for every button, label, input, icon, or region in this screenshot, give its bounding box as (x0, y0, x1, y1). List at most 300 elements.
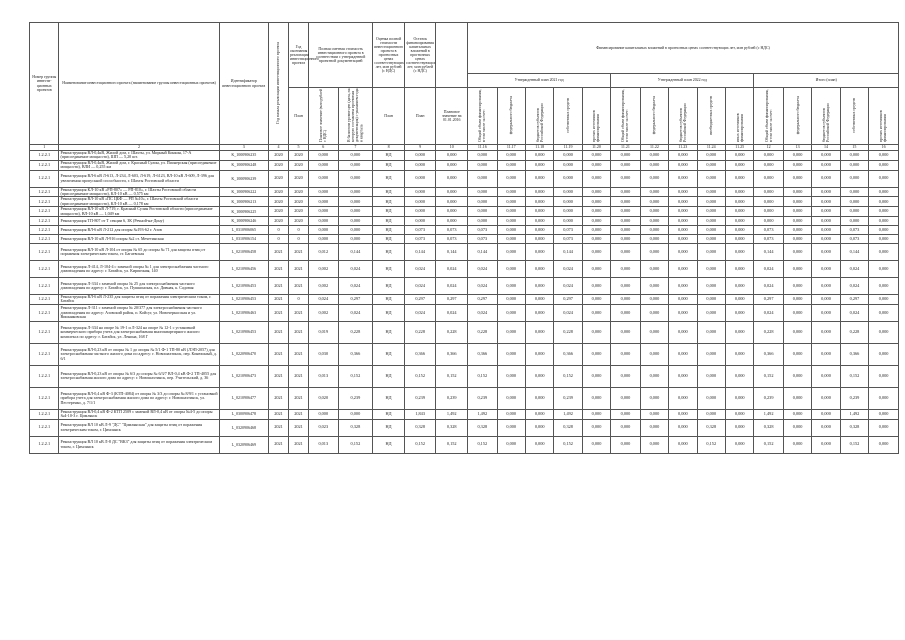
cell-b3: 0,000 (669, 235, 697, 244)
cell-b1: 0,000 (611, 207, 640, 217)
cell-a2: 0,000 (497, 207, 525, 217)
cell-t2: 0,000 (783, 217, 811, 226)
table-row (30, 419, 899, 436)
column-number: 11.22 (640, 145, 668, 151)
column-number: 11.19 (554, 145, 582, 151)
cell-b1: 0,000 (611, 304, 640, 321)
cell-v9: 0,000 (404, 197, 436, 207)
cell-y2: 2021 (289, 409, 309, 419)
cell-b2: 0,000 (640, 409, 668, 419)
cell-a5: 0,000 (582, 160, 610, 170)
cell-v10: 0,024 (436, 261, 468, 278)
table-row (30, 321, 899, 343)
cell-v6: 0,000 (309, 235, 338, 244)
cell-name: Реконструкция ВЛ-0,4 кВ Ф-2 КТП 2509 с заменой ВЛ-0,4 кВ от опоры №4-5 до опоры №4-10-3 г. Цимлянск (59, 409, 219, 419)
cell-v7: 0,239 (338, 387, 373, 409)
cell-v10: 0,073 (436, 235, 468, 244)
cell-y2: 2021 (289, 436, 309, 453)
cell-b4: 0,000 (697, 295, 725, 305)
column-number: 11.21 (611, 145, 640, 151)
cell-v9: 0,000 (404, 217, 436, 226)
cell-u: НД (373, 187, 405, 197)
cell-t3: 0,000 (812, 321, 840, 343)
cell-v9: 0,000 (404, 151, 436, 161)
cell-y2: 2020 (289, 160, 309, 170)
header-total-own: собственных средств (840, 88, 868, 145)
cell-y1: 2021 (269, 343, 289, 365)
cell-v7: 0,000 (338, 160, 373, 170)
cell-id: L_0220906470 (219, 343, 268, 365)
cell-v6: 0,030 (309, 343, 338, 365)
cell-a3: 0,000 (525, 151, 553, 161)
header-2022-rest: иных источников финансирования (725, 88, 753, 145)
cell-v6: 0,000 (309, 217, 338, 226)
cell-t5: 0,000 (869, 387, 899, 409)
cell-y1: 2021 (269, 278, 289, 295)
cell-num: 1.2.2.1 (30, 226, 59, 235)
cell-num: 1.2.2.1 (30, 278, 59, 295)
cell-t5: 0,000 (869, 207, 899, 217)
header-2021-own: собственных средств (554, 88, 582, 145)
cell-t1: 0,000 (754, 151, 783, 161)
cell-a1: 0,000 (468, 187, 497, 197)
cell-t4: 0,000 (840, 197, 868, 207)
cell-a2: 0,000 (497, 304, 525, 321)
cell-v10: 0,000 (436, 187, 468, 197)
cell-a5: 0,000 (582, 151, 610, 161)
cell-t2: 0,000 (783, 226, 811, 235)
cell-num: 1.2.2.1 (30, 244, 59, 261)
cell-t5: 0,000 (869, 235, 899, 244)
table-row (30, 436, 899, 453)
cell-a4: 0,024 (554, 261, 582, 278)
cell-y2: 2020 (289, 207, 309, 217)
cell-y2: 0 (289, 295, 309, 305)
cell-b1: 0,000 (611, 365, 640, 387)
cell-name: Реконструкция Л-311 с заменой опоры № 20/377 для электроснабжения частного домовладения по адресу: Азовский район, п. Койсуг, ул. Новочеркасская и ул. Вишняковская (59, 304, 219, 321)
cell-v6: 0,000 (309, 409, 338, 419)
cell-b4: 0,000 (697, 261, 725, 278)
cell-a5: 0,000 (582, 409, 610, 419)
cell-u: НД (373, 160, 405, 170)
cell-a4: 0,000 (554, 170, 582, 187)
cell-num: 1.2.2.1 (30, 160, 59, 170)
cell-b4: 0,328 (697, 419, 725, 436)
cell-a2: 0,000 (497, 217, 525, 226)
cell-num: 1.2.2.1 (30, 365, 59, 387)
cell-t5: 0,000 (869, 226, 899, 235)
cell-id: K_1000906225 (219, 207, 268, 217)
header-base-level: В базисном уровне цен (дата, на которую составлена проектная документация) с указанием года и квартала (338, 88, 373, 145)
cell-b2: 0,000 (640, 151, 668, 161)
cell-y1: 2020 (269, 217, 289, 226)
cell-b5: 0,000 (725, 170, 753, 187)
cell-v7: 0,000 (338, 151, 373, 161)
cell-id: L_0320906468 (219, 419, 268, 436)
column-number: 8 (373, 145, 405, 151)
cell-a2: 0,000 (497, 244, 525, 261)
cell-y1: 2021 (269, 321, 289, 343)
cell-t3: 0,000 (812, 278, 840, 295)
cell-b2: 0,000 (640, 160, 668, 170)
cell-t3: 0,000 (812, 365, 840, 387)
cell-y1: 2021 (269, 365, 289, 387)
cell-b2: 0,000 (640, 419, 668, 436)
header-plan-c8: План (373, 88, 405, 145)
cell-v7: 0,000 (338, 235, 373, 244)
cell-b4: 0,000 (697, 235, 725, 244)
cell-t5: 0,000 (869, 261, 899, 278)
cell-a1: 1,492 (468, 409, 497, 419)
cell-a2: 0,000 (497, 295, 525, 305)
cell-t1: 0,024 (754, 304, 783, 321)
cell-v9: 0,152 (404, 436, 436, 453)
cell-b1: 0,000 (611, 436, 640, 453)
cell-t4: 0,024 (840, 278, 868, 295)
cell-b5: 0,000 (725, 436, 753, 453)
column-number: 7 (338, 145, 373, 151)
cell-v10: 0,328 (436, 419, 468, 436)
cell-t3: 0,000 (812, 197, 840, 207)
column-number: 12 (754, 145, 783, 151)
header-end-year: Год окончания реализации инвестиционного проекта (289, 23, 309, 88)
cell-t5: 0,000 (869, 278, 899, 295)
cell-a2: 0,000 (497, 321, 525, 343)
table-header (30, 23, 899, 151)
cell-v10: 0,000 (436, 160, 468, 170)
cell-t2: 0,000 (783, 436, 811, 453)
cell-v9: 0,144 (404, 244, 436, 261)
cell-b4: 0,000 (697, 343, 725, 365)
cell-t5: 0,000 (869, 409, 899, 419)
cell-t3: 0,000 (812, 170, 840, 187)
cell-a4: 0,366 (554, 343, 582, 365)
header-plan-value: Плановое значение (млн рублей с НДС) (309, 88, 338, 145)
cell-name: Реконструкция ВЛ 10 кВ Л-9 "ДС" "Цимлянская" для защиты птиц от поражения электрическим током, г. Цимлянск (59, 419, 219, 436)
cell-t5: 0,000 (869, 436, 899, 453)
header-plan-2021: Утвержденный план 2021 год (468, 74, 611, 88)
column-number: 5 (289, 145, 309, 151)
cell-t4: 0,000 (840, 207, 868, 217)
cell-id: L_0210906456 (219, 261, 268, 278)
cell-a3: 0,000 (525, 409, 553, 419)
investment-projects-table (29, 22, 899, 454)
cell-u: НД (373, 197, 405, 207)
cell-a1: 0,024 (468, 278, 497, 295)
cell-a3: 0,000 (525, 197, 553, 207)
cell-b4: 0,000 (697, 197, 725, 207)
cell-u: НД (373, 365, 405, 387)
cell-t4: 0,239 (840, 387, 868, 409)
cell-u: НД (373, 387, 405, 409)
header-full-cost: Полная сметная стоимость инвестиционного проекта в соответствии с утвержденной проектной документацией (309, 23, 373, 88)
cell-t5: 0,000 (869, 217, 899, 226)
cell-t2: 0,000 (783, 295, 811, 305)
cell-a5: 0,000 (582, 365, 610, 387)
cell-v10: 0,152 (436, 436, 468, 453)
cell-a3: 0,000 (525, 321, 553, 343)
cell-num: 1.2.2.1 (30, 207, 59, 217)
table-row (30, 235, 899, 244)
cell-name: Реконструкция Л-334 с заменой опоры № 25 для электроснабжения частного домовладения по адресу: г. Батайск, ул. Пушкинская, пл. Дивная, к. Садовая (59, 278, 219, 295)
cell-u: НД (373, 151, 405, 161)
cell-y2: 2021 (289, 365, 309, 387)
cell-t2: 0,000 (783, 387, 811, 409)
cell-a3: 0,000 (525, 207, 553, 217)
cell-t3: 0,000 (812, 295, 840, 305)
cell-v10: 0,000 (436, 217, 468, 226)
cell-t3: 0,000 (812, 226, 840, 235)
cell-id: L_0210906453 (219, 295, 268, 305)
column-number: 11.24 (697, 145, 725, 151)
cell-a2: 0,000 (497, 226, 525, 235)
header-total-total: Общий объем финансирования, в том числе за счет: (754, 88, 783, 145)
cell-id: L_0210906453 (219, 321, 268, 343)
cell-t1: 0,000 (754, 187, 783, 197)
cell-id: K_1000906213 (219, 197, 268, 207)
column-number: 15 (840, 145, 868, 151)
cell-num: 1.2.2.1 (30, 343, 59, 365)
cell-v10: 0,152 (436, 365, 468, 387)
cell-id: K_1000906239 (219, 170, 268, 187)
cell-t3: 0,000 (812, 187, 840, 197)
header-plan-c10: Плановое значение на 01.01.2016 (436, 88, 468, 145)
column-number: 3 (219, 145, 268, 151)
cell-num: 1.2.2.1 (30, 321, 59, 343)
cell-a4: 0,239 (554, 387, 582, 409)
cell-v6: 0,000 (309, 197, 338, 207)
cell-a3: 0,000 (525, 187, 553, 197)
cell-a5: 0,000 (582, 170, 610, 187)
cell-id: L_0310906154 (219, 235, 268, 244)
cell-t5: 0,000 (869, 151, 899, 161)
cell-b3: 0,000 (669, 409, 697, 419)
cell-b4: 0,000 (697, 187, 725, 197)
cell-id: L_0210906463 (219, 304, 268, 321)
cell-b5: 0,000 (725, 226, 753, 235)
cell-t3: 0,000 (812, 160, 840, 170)
cell-b4: 0,152 (697, 436, 725, 453)
cell-v6: 0,000 (309, 170, 338, 187)
cell-u: НД (373, 343, 405, 365)
cell-y1: 2021 (269, 436, 289, 453)
cell-b5: 0,000 (725, 365, 753, 387)
cell-t1: 0,239 (754, 387, 783, 409)
cell-a1: 0,024 (468, 261, 497, 278)
cell-y1: 2021 (269, 261, 289, 278)
cell-a5: 0,000 (582, 387, 610, 409)
cell-b1: 0,000 (611, 261, 640, 278)
cell-id: K_1000906235 (219, 151, 268, 161)
cell-a4: 0,152 (554, 436, 582, 453)
cell-t4: 0,024 (840, 261, 868, 278)
cell-b3: 0,000 (669, 197, 697, 207)
cell-name: Реконструкция ВЛ-0,4 кВ Ф-3 (КТП-4084) от опоры № 3/3 до опоры № 8/9/1 с установкой прибора учета для электроснабжения жилого дома по адресу: г. Новошахтинск, ул. Пестеренко, д. 7/1/1 (59, 387, 219, 409)
cell-b2: 0,000 (640, 436, 668, 453)
table-row (30, 261, 899, 278)
cell-a3: 0,000 (525, 226, 553, 235)
cell-b1: 0,000 (611, 170, 640, 187)
cell-b5: 0,000 (725, 244, 753, 261)
cell-a1: 0,000 (468, 197, 497, 207)
cell-id: L_0210906473 (219, 365, 268, 387)
cell-b3: 0,000 (669, 321, 697, 343)
cell-v6: 0,002 (309, 278, 338, 295)
cell-u: НД (373, 261, 405, 278)
cell-v9: 0,228 (404, 321, 436, 343)
cell-u: НД (373, 235, 405, 244)
cell-a4: 0,073 (554, 226, 582, 235)
cell-t2: 0,000 (783, 197, 811, 207)
cell-u: НД (373, 278, 405, 295)
cell-t4: 0,152 (840, 436, 868, 453)
cell-b2: 0,000 (640, 207, 668, 217)
cell-a2: 0,000 (497, 419, 525, 436)
cell-b3: 0,000 (669, 187, 697, 197)
header-total-fed: федерального бюджета (783, 88, 811, 145)
cell-t2: 0,000 (783, 419, 811, 436)
cell-b5: 0,000 (725, 278, 753, 295)
cell-y1: 0 (269, 235, 289, 244)
cell-y1: 2021 (269, 295, 289, 305)
column-number: 4 (269, 145, 289, 151)
cell-b3: 0,000 (669, 160, 697, 170)
cell-b5: 0,000 (725, 235, 753, 244)
cell-t3: 0,000 (812, 343, 840, 365)
cell-a2: 0,000 (497, 409, 525, 419)
header-project-id: Идентификатор инвестиционного проекта (219, 23, 268, 145)
cell-a1: 0,000 (468, 207, 497, 217)
cell-a5: 0,000 (582, 278, 610, 295)
header-financing: Финансирование капитальных вложений в прогнозных ценах соответствующих лет, млн рублей (с НДС) (468, 23, 899, 74)
cell-id: L_0210906477 (219, 387, 268, 409)
cell-b3: 0,000 (669, 343, 697, 365)
cell-b1: 0,000 (611, 187, 640, 197)
cell-a2: 0,000 (497, 170, 525, 187)
cell-b4: 0,000 (697, 226, 725, 235)
cell-t5: 0,000 (869, 160, 899, 170)
cell-y2: 2021 (289, 304, 309, 321)
cell-b5: 0,000 (725, 321, 753, 343)
cell-b5: 0,000 (725, 304, 753, 321)
cell-v6: 0,024 (309, 295, 338, 305)
cell-v6: 0,013 (309, 436, 338, 453)
cell-t5: 0,000 (869, 244, 899, 261)
cell-a1: 0,328 (468, 419, 497, 436)
cell-a1: 0,073 (468, 235, 497, 244)
cell-t1: 0,000 (754, 207, 783, 217)
cell-t3: 0,000 (812, 235, 840, 244)
cell-y2: 2021 (289, 321, 309, 343)
cell-y1: 2020 (269, 170, 289, 187)
table-row (30, 244, 899, 261)
cell-name: Реконструкция ВЛ-10 кВ Л-104 от опоры № 65 до опоры № 71 для защиты птиц от поражения электрическим током, ст. Багаевская (59, 244, 219, 261)
cell-y2: 2020 (289, 217, 309, 226)
cell-name: Реконструкция Л-334 на опоре № 19-1 и Л-324 на опоре № 12-1 с установкой коммерческого прибора учета для электроснабжения многоквартирного жилого комплекса по адресу: г. Батайск, ул. Ленина, 168 Г (59, 321, 219, 343)
cell-a3: 0,000 (525, 436, 553, 453)
cell-a5: 0,000 (582, 261, 610, 278)
cell-b1: 0,000 (611, 226, 640, 235)
cell-v10: 0,144 (436, 244, 468, 261)
cell-num: 1.2.2.1 (30, 304, 59, 321)
cell-a1: 0,144 (468, 244, 497, 261)
cell-v9: 0,297 (404, 295, 436, 305)
cell-t2: 0,000 (783, 365, 811, 387)
cell-y1: 2020 (269, 187, 289, 197)
cell-num: 1.2.2.1 (30, 217, 59, 226)
cell-name: Реконструкция ВЛ-6 кВ Л-212 для опоры №193-62 г. Азов (59, 226, 219, 235)
cell-u: НД (373, 207, 405, 217)
cell-v7: 0,152 (338, 436, 373, 453)
cell-b3: 0,000 (669, 387, 697, 409)
cell-a1: 0,000 (468, 151, 497, 161)
cell-b5: 0,000 (725, 261, 753, 278)
cell-a5: 0,000 (582, 436, 610, 453)
table-row (30, 160, 899, 170)
cell-v6: 0,020 (309, 387, 338, 409)
cell-v6: 0,000 (309, 207, 338, 217)
cell-a3: 0,000 (525, 419, 553, 436)
cell-name: Реконструкция ВЛ 10 кВ Л-8 ДС "ВКЗ" для защиты птиц от поражения электрическим током, г. Цимлянск (59, 436, 219, 453)
cell-b4: 0,000 (697, 244, 725, 261)
cell-b3: 0,000 (669, 170, 697, 187)
header-2021-reg: бюджетов субъектов Российской Федерации (525, 88, 553, 145)
cell-t1: 1,492 (754, 409, 783, 419)
cell-v9: 0,073 (404, 226, 436, 235)
cell-b4: 0,000 (697, 278, 725, 295)
cell-b2: 0,000 (640, 343, 668, 365)
cell-t1: 0,073 (754, 226, 783, 235)
cell-t2: 0,000 (783, 409, 811, 419)
column-number: 6 (309, 145, 338, 151)
cell-t1: 0,073 (754, 235, 783, 244)
cell-u: НД (373, 217, 405, 226)
cell-t3: 0,000 (812, 207, 840, 217)
cell-a1: 0,152 (468, 436, 497, 453)
cell-v6: 0,002 (309, 261, 338, 278)
cell-a4: 0,000 (554, 151, 582, 161)
cell-t1: 0,000 (754, 217, 783, 226)
cell-a2: 0,000 (497, 151, 525, 161)
cell-a2: 0,000 (497, 187, 525, 197)
cell-y1: 2021 (269, 304, 289, 321)
cell-t1: 0,152 (754, 365, 783, 387)
cell-b2: 0,000 (640, 321, 668, 343)
cell-v6: 0,012 (309, 244, 338, 261)
cell-b1: 0,000 (611, 197, 640, 207)
cell-num: 1.2.2.1 (30, 387, 59, 409)
cell-b1: 0,000 (611, 151, 640, 161)
cell-v10: 0,024 (436, 304, 468, 321)
cell-a1: 0,152 (468, 365, 497, 387)
cell-a5: 0,000 (582, 226, 610, 235)
cell-a1: 0,000 (468, 170, 497, 187)
cell-t3: 0,000 (812, 217, 840, 226)
cell-u: НД (373, 170, 405, 187)
cell-a1: 0,024 (468, 304, 497, 321)
header-total-other: прочих источников финансирования (869, 88, 899, 145)
table-row (30, 304, 899, 321)
cell-y2: 2021 (289, 387, 309, 409)
cell-b2: 0,000 (640, 387, 668, 409)
cell-u: НД (373, 321, 405, 343)
column-number: 10 (436, 145, 468, 151)
cell-b5: 0,000 (725, 187, 753, 197)
cell-t1: 0,144 (754, 244, 783, 261)
cell-b3: 0,000 (669, 304, 697, 321)
cell-a5: 0,000 (582, 321, 610, 343)
cell-num: 1.2.2.1 (30, 187, 59, 197)
